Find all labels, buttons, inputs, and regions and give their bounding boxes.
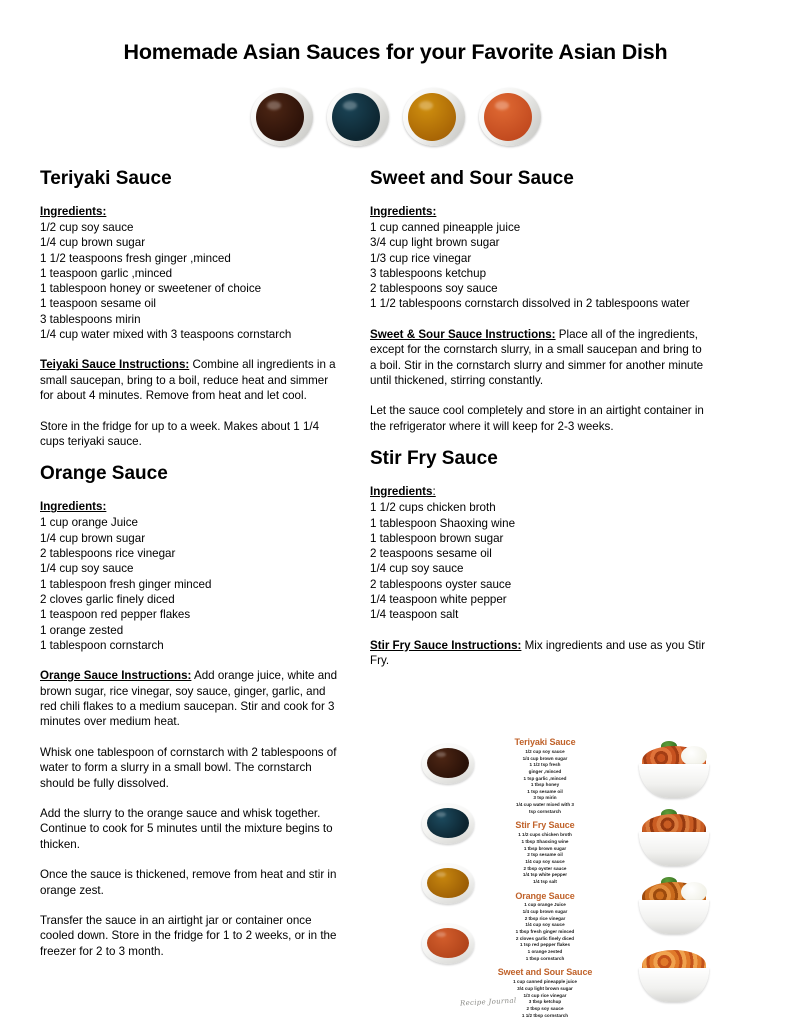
sauce-infographic-image xyxy=(418,728,748,1016)
infographic-heading-teriyaki: Teriyaki Sauce xyxy=(514,737,576,747)
list-item: 2 tablespoons oyster sauce xyxy=(370,577,512,591)
list-item: 1/4 teaspoon white pepper xyxy=(370,593,507,607)
list-item: ginger ,minced xyxy=(528,768,562,774)
list-item: 1 tablespoon fresh ginger minced xyxy=(40,577,212,591)
list-item: 1/4 cup soy sauce xyxy=(525,858,565,864)
list-item: 1 tbsp honey xyxy=(530,782,560,788)
teriyaki-ingredients-label: Ingredients: xyxy=(40,204,107,218)
list-item: 3 tablespoons ketchup xyxy=(370,266,487,280)
sauce-fill xyxy=(484,93,532,141)
orange-instructions-heading: Orange Sauce Instructions: xyxy=(40,669,192,683)
list-item: 1 tsp red pepper flakes xyxy=(519,942,571,948)
list-item: 3/4 cup light brown sugar xyxy=(517,985,573,991)
list-item: 1/4 cup water mixed with 3 xyxy=(516,802,574,808)
infographic-heading-stir-fry: Stir Fry Sauce xyxy=(515,820,575,831)
dish-photo-orange-chicken xyxy=(633,878,715,934)
list-item: tsp cornstarch xyxy=(529,808,561,814)
list-item: 1/4 cup water mixed with 3 teaspoons cornstarch xyxy=(40,328,292,342)
infographic-block-teriyaki xyxy=(480,738,610,815)
serving-bowl xyxy=(639,900,709,934)
orange-sauce-heading: Orange Sauce xyxy=(40,463,168,485)
list-item: 1/4 cup brown sugar xyxy=(40,236,146,250)
list-item: 2 tbsp rice vinegar xyxy=(524,915,566,921)
orange-ingredients-label: Ingredients: xyxy=(40,500,107,514)
infographic-list-stir-fry xyxy=(480,832,610,885)
list-item: 1/4 tsp white pepper xyxy=(522,872,568,878)
bowl-highlight xyxy=(436,812,446,817)
list-item: 2 tsp sesame oil xyxy=(527,852,563,858)
list-item: 1/4 tsp salt xyxy=(533,878,557,884)
teriyaki-storage-note: Store in the fridge for up to a week. Makes about 1 1/4 cups teriyaki sauce. xyxy=(40,419,320,448)
list-item: 1/4 cup soy sauce xyxy=(40,562,134,576)
infographic-bowl-stir-fry xyxy=(422,804,474,844)
infographic-heading-orange: Orange Sauce xyxy=(515,890,575,901)
list-item: 1 tablespoon brown sugar xyxy=(370,531,504,545)
hero-sauce-bowls-image xyxy=(0,84,791,150)
list-item: 1 tbsp cornstarch xyxy=(525,955,565,961)
orange-step-5: Transfer the sauce in an airtight jar or container once cooled down. Store in the fridge for 1 to 2 weeks, or in the freezer for 2 to 3 month. xyxy=(40,914,337,958)
infographic-text-column xyxy=(480,728,610,1016)
list-item: 1 1/2 tablespoons cornstarch dissolved in 2 tablespoons water xyxy=(370,297,690,311)
list-item: 1/2 cup soy sauce xyxy=(40,220,134,234)
dish-photo-sweet-and-sour xyxy=(633,946,715,1002)
list-item: 1 tablespoon Shaoxing wine xyxy=(370,516,516,530)
list-item: 1 cup canned pineapple juice xyxy=(370,220,521,234)
sweet-sour-ingredients-label: Ingredients: xyxy=(370,204,437,218)
dish-photo-teriyaki-chicken xyxy=(633,742,715,798)
list-item: 2 cloves garlic finely diced xyxy=(40,592,175,606)
teriyaki-instructions xyxy=(40,357,342,403)
list-item: 1 1/2 tsp fresh xyxy=(529,762,561,768)
list-item: 3 tbsp ketchup xyxy=(528,999,562,1005)
list-item: 1/3 cup rice vinegar xyxy=(370,251,472,265)
list-item: 1 cup orange Juice xyxy=(524,902,566,908)
list-item: 1/4 cup brown sugar xyxy=(40,531,146,545)
bowl-highlight xyxy=(267,101,281,110)
hero-bowl-stir-fry xyxy=(327,86,389,148)
bowl-highlight xyxy=(436,752,446,757)
infographic-list-teriyaki xyxy=(480,749,610,816)
serving-bowl xyxy=(639,832,709,866)
orange-ingredients-list xyxy=(40,515,342,653)
infographic-bowl-orange xyxy=(422,864,474,904)
infographic-watermark: Recipe Journal xyxy=(459,996,517,1008)
list-item: 1/3 cup rice vinegar xyxy=(523,992,567,998)
list-item: 3 tablespoons mirin xyxy=(40,312,141,326)
teriyaki-instructions-heading: Teiyaki Sauce Instructions: xyxy=(40,358,190,372)
sweet-sour-storage-note: Let the sauce cool completely and store in an airtight container in the refrigerator where it will keep for 2-3 weeks. xyxy=(370,404,704,433)
stir-fry-ingredients-label-text: Ingredients xyxy=(370,485,433,498)
sauce-fill xyxy=(427,748,469,778)
list-item: 1 tablespoon honey or sweetener of choice xyxy=(40,282,262,296)
list-item: 1 1/2 teaspoons fresh ginger ,minced xyxy=(40,251,231,265)
list-item: 2 tbsp oyster sauce xyxy=(523,865,567,871)
list-item: 1 teaspoon red pepper flakes xyxy=(40,608,191,622)
stir-fry-sauce-heading: Stir Fry Sauce xyxy=(370,448,498,470)
list-item: 1 tbsp brown sugar xyxy=(523,845,567,851)
list-item: 1 orange zested xyxy=(40,623,124,637)
sweet-and-sour-sauce-heading: Sweet and Sour Sauce xyxy=(370,167,574,189)
sauce-fill xyxy=(427,928,469,958)
rice-portion xyxy=(681,882,707,902)
list-item: 2 tablespoons rice vinegar xyxy=(40,547,176,561)
stir-fry-instructions-heading: Stir Fry Sauce Instructions: xyxy=(370,638,522,652)
infographic-list-orange xyxy=(480,902,610,962)
teriyaki-instructions-body: Combine all ingredients in a small saucepan, bring to a boil, reduce heat and simmer for about 4 minutes. Remove from heat and let cool. xyxy=(40,358,336,403)
list-item: 1 orange zested xyxy=(527,949,563,955)
teriyaki-ingredients-list xyxy=(40,220,342,342)
orange-step-2: Whisk one tablespoon of cornstarch with 2 tablespoons of water to form a slurry in a small bowl. The cornstarch should be fully dissolved. xyxy=(40,745,337,790)
bowl-highlight xyxy=(436,872,446,877)
list-item: 1 tbsp Shaoxing wine xyxy=(521,839,569,844)
list-item: 3 tsp mirin xyxy=(533,795,557,801)
stir-fry-ingredients-label-colon: : xyxy=(432,485,436,498)
list-item: 1 tablespoon cornstarch xyxy=(40,638,164,652)
sauce-fill xyxy=(427,808,469,838)
orange-step-4: Once the sauce is thickened, remove from heat and stir in orange zest. xyxy=(40,868,337,897)
teriyaki-sauce-heading: Teriyaki Sauce xyxy=(40,167,172,189)
infographic-bowl-teriyaki xyxy=(422,744,474,784)
list-item: 2 tablespoons soy sauce xyxy=(370,282,498,296)
sauce-fill xyxy=(332,93,380,141)
list-item: 1/4 cup brown sugar xyxy=(522,909,568,915)
list-item: 1/4 cup soy sauce xyxy=(525,922,565,928)
infographic-heading-sweet-sour: Sweet and Sour Sauce xyxy=(497,967,593,978)
stir-fry-ingredients-list xyxy=(370,500,710,622)
list-item: 1/4 teaspoon salt xyxy=(370,608,459,622)
list-item: 1 1/2 tbsp cornstarch xyxy=(521,1012,569,1018)
list-item: 1 cup orange Juice xyxy=(40,516,138,530)
sauce-fill xyxy=(408,93,456,141)
page-title: Homemade Asian Sauces for your Favorite Asian Dish xyxy=(123,40,668,64)
list-item: 1 teaspoon sesame oil xyxy=(40,297,157,311)
infographic-block-orange xyxy=(480,892,610,963)
sauce-fill xyxy=(256,93,304,141)
orange-step-3: Add the slurry to the orange sauce and whisk together. Continue to cook for 5 minutes until the mixture begins to thicken. xyxy=(40,807,333,851)
list-item: 1/4 cup soy sauce xyxy=(370,562,464,576)
list-item: 1 tsp sesame oil xyxy=(527,788,563,794)
list-item: 1 teaspoon garlic ,minced xyxy=(40,266,173,280)
list-item: 1/4 cup brown sugar xyxy=(522,755,568,761)
serving-bowl xyxy=(639,968,709,1002)
sweet-sour-instructions-body: Place all of the ingredients, except for the cornstarch slurry, in a small saucepan and bring to a boil. Stir in the cornstarch slurry and simmer for another minute until thickened, stirring constantly. xyxy=(370,327,704,387)
dish-photo-stir-fry xyxy=(633,810,715,866)
rice-portion xyxy=(681,746,707,766)
orange-instructions-body: Add orange juice, white and brown sugar, rice vinegar, soy sauce, ginger, garlic, and red chili flakes to a medium saucepan. Stir and cook for 3 minutes over medium heat. xyxy=(40,669,338,729)
list-item: 2 teaspoons sesame oil xyxy=(370,547,492,561)
stir-fry-instructions-body: Mix ingredients and use as you Stir Fry. xyxy=(370,638,706,668)
list-item: 1 tsp garlic ,minced xyxy=(523,775,567,781)
sweet-sour-ingredients-list xyxy=(370,220,710,312)
sweet-sour-instructions xyxy=(370,327,710,389)
bowl-highlight xyxy=(343,101,357,110)
sweet-sour-instructions-heading: Sweet & Sour Sauce Instructions: xyxy=(370,327,556,341)
list-item: 2 cloves garlic finely diced xyxy=(515,935,575,941)
hero-bowl-orange xyxy=(403,86,465,148)
infographic-bowl-sweet-sour xyxy=(422,924,474,964)
bowl-highlight xyxy=(419,101,433,110)
bowl-highlight xyxy=(495,101,509,110)
hero-bowl-teriyaki xyxy=(251,86,313,148)
hero-bowl-sweet-sour xyxy=(479,86,541,148)
serving-bowl xyxy=(639,764,709,798)
bowl-highlight xyxy=(436,932,446,937)
list-item: 1 tbsp fresh ginger minced xyxy=(515,929,575,935)
stir-fry-ingredients-label xyxy=(370,484,710,499)
sauce-fill xyxy=(427,868,469,898)
infographic-block-stir-fry xyxy=(480,821,610,885)
list-item: 1 1/2 cups chicken broth xyxy=(370,501,496,515)
left-column xyxy=(40,158,342,959)
infographic-dishes-column xyxy=(610,728,738,1016)
stir-fry-instructions xyxy=(370,638,710,669)
infographic-block-sweet-sour xyxy=(480,968,610,1019)
list-item: 1/2 cup soy sauce xyxy=(525,748,565,754)
list-item: 1 1/2 cups chicken broth xyxy=(518,832,572,838)
list-item: 3/4 cup light brown sugar xyxy=(370,236,500,250)
list-item: 1 cup canned pineapple juice xyxy=(513,979,577,985)
orange-instructions xyxy=(40,668,342,730)
list-item: 2 tbsp soy sauce xyxy=(526,1005,564,1011)
infographic-bowls-column xyxy=(418,728,480,1016)
